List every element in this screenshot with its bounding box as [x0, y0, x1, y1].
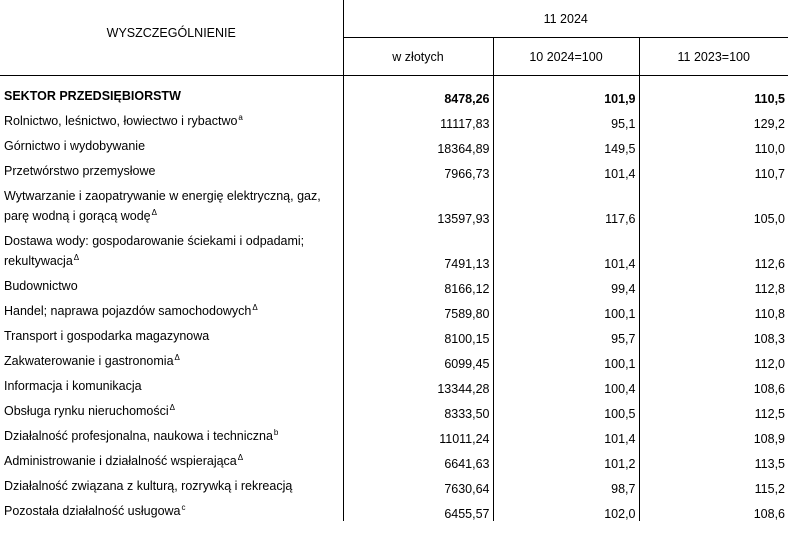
cell-value: 7630,64	[343, 471, 493, 496]
cell-index-prev-year: 108,9	[753, 432, 785, 446]
row-label: Wytwarzanie i zaopatrywanie w energię elektryczną, gaz, parę wodną i gorącą wodę$^\Delta$	[0, 181, 343, 226]
cell-index-prev-month: 100,1	[493, 346, 639, 371]
cell-value: 8333,50	[343, 396, 493, 421]
table-row	[0, 471, 788, 496]
footnote-mark: c	[181, 503, 186, 512]
table-row	[0, 321, 788, 346]
cell-value: 13344,28	[343, 371, 493, 396]
row-label: Rolnictwo, leśnictwo, łowiectwo i rybactwo$^a$	[0, 106, 343, 131]
cell-value: 11117,83	[343, 106, 493, 131]
row-label: Informacja i komunikacja	[0, 371, 343, 396]
description-header: WYSZCZEGÓLNIENIE	[0, 0, 343, 71]
cell-index-prev-month: 101,4	[493, 421, 639, 446]
footnote-mark: a	[238, 113, 243, 122]
row-label: Obsługa rynku nieruchomości$^\Delta$	[0, 396, 343, 421]
cell-index-prev-month: 101,2	[493, 446, 639, 471]
cell-index-prev-year: 110,7	[754, 167, 785, 181]
cell-index-prev-month: 149,5	[493, 131, 639, 156]
column-header-prev-month-index: 10 2024=100	[493, 38, 639, 76]
cell-index-prev-year: 113,5	[754, 457, 785, 471]
cell-index-prev-month: 98,7	[493, 471, 639, 496]
table-row	[0, 156, 788, 181]
cell-index-prev-month: 95,1	[493, 106, 639, 131]
row-label: Przetwórstwo przemysłowe	[0, 156, 343, 181]
footnote-mark: Δ	[252, 303, 258, 312]
footnote-mark: b	[273, 428, 279, 437]
cell-value: 11011,24	[343, 421, 493, 446]
period-header: 11 2024	[343, 0, 788, 38]
cell-value: 13597,93	[343, 181, 493, 226]
table-row	[0, 396, 788, 421]
footnote-mark: Δ	[169, 403, 176, 412]
table-row	[0, 131, 788, 156]
cell-value: 6099,45	[343, 346, 493, 371]
cell-index-prev-year: 112,8	[754, 282, 785, 296]
table-row	[0, 181, 788, 226]
cell-value: 7589,80	[343, 296, 493, 321]
cell-index-prev-year: 112,5	[754, 407, 785, 421]
cell-index-prev-month: 95,7	[493, 321, 639, 346]
cell-index-prev-year: 129,2	[753, 117, 785, 131]
cell-index-prev-month: 100,4	[493, 371, 639, 396]
cell-index-prev-month: 101,9	[493, 81, 639, 106]
row-label: Transport i gospodarka magazynowa	[0, 321, 343, 346]
cell-index-prev-month: 100,1	[493, 296, 639, 321]
table-row	[0, 371, 788, 396]
table-row	[0, 346, 788, 371]
footnote-mark: Δ	[151, 208, 157, 217]
row-label: Budownictwo	[0, 271, 343, 296]
cell-value: 6641,63	[343, 446, 493, 471]
cell-value: 8166,12	[343, 271, 493, 296]
column-header-pln: w złotych	[343, 38, 493, 76]
cell-value: 8100,15	[343, 321, 493, 346]
cell-index-prev-year: 112,0	[754, 357, 785, 371]
cell-value: 8478,26	[343, 81, 493, 106]
column-header-prev-year-index: 11 2023=100	[639, 38, 788, 76]
row-label: Działalność związana z kulturą, rozrywką i rekreacją	[0, 471, 343, 496]
table-row	[0, 496, 788, 521]
row-label: Administrowanie i działalność wspierająca$^\Delta$	[0, 446, 343, 471]
cell-value: 6455,57	[343, 496, 493, 521]
table-row	[0, 226, 788, 271]
row-label: SEKTOR PRZEDSIĘBIORSTW	[0, 81, 343, 106]
row-label: Górnictwo i wydobywanie	[0, 131, 343, 156]
table-row	[0, 106, 788, 131]
row-label: Dostawa wody: gospodarowanie ściekami i odpadami; rekultywacja$^\Delta$	[0, 226, 343, 271]
row-label: Pozostała działalność usługowa$^c$	[0, 496, 343, 521]
row-label: Zakwaterowanie i gastronomia$^\Delta$	[0, 346, 343, 371]
cell-index-prev-month: 100,5	[493, 396, 639, 421]
cell-value: 18364,89	[343, 131, 493, 156]
cell-index-prev-year: 108,6	[753, 382, 785, 396]
row-label: Działalność profesjonalna, naukowa i techniczna$^b$	[0, 421, 343, 446]
table-row	[0, 81, 788, 106]
cell-index-prev-year: 110,0	[754, 142, 785, 156]
cell-value: 7966,73	[343, 156, 493, 181]
footnote-mark: Δ	[174, 353, 180, 362]
footnote-mark: Δ	[237, 453, 244, 462]
cell-index-prev-year: 108,3	[753, 332, 785, 346]
table-row	[0, 421, 788, 446]
cell-index-prev-year: 115,2	[754, 482, 785, 496]
cell-index-prev-year: 105,0	[753, 212, 785, 226]
footnote-mark: Δ	[73, 253, 80, 262]
cell-index-prev-year: 110,8	[754, 307, 785, 321]
row-label: Handel; naprawa pojazdów samochodowych$^\Delta$	[0, 296, 343, 321]
cell-value: 7491,13	[343, 226, 493, 271]
cell-index-prev-month: 117,6	[493, 181, 639, 226]
cell-index-prev-year: 110,5	[754, 92, 785, 106]
table-row	[0, 296, 788, 321]
cell-index-prev-year: 112,6	[754, 257, 785, 271]
cell-index-prev-month: 101,4	[493, 226, 639, 271]
cell-index-prev-month: 101,4	[493, 156, 639, 181]
cell-index-prev-year: 108,6	[753, 507, 785, 521]
cell-index-prev-month: 102,0	[493, 496, 639, 521]
cell-index-prev-month: 99,4	[493, 271, 639, 296]
table-row	[0, 271, 788, 296]
table-row	[0, 446, 788, 471]
